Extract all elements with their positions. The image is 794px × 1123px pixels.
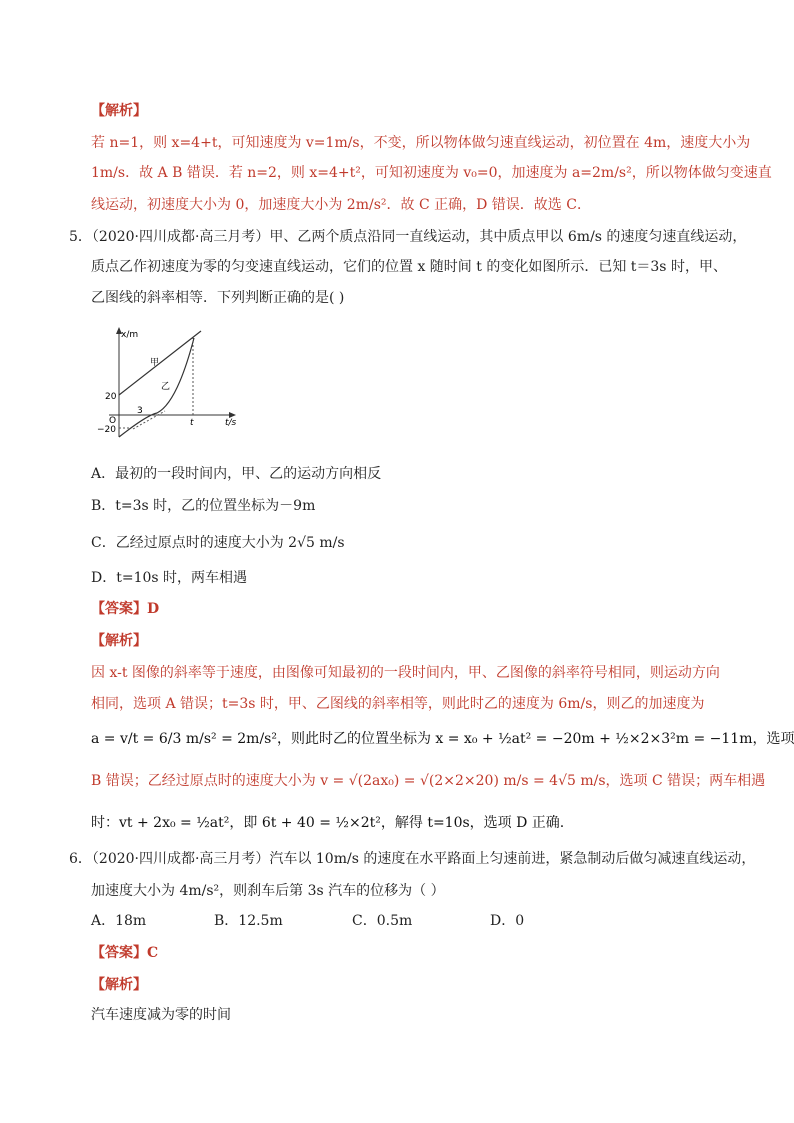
tick-t: t bbox=[190, 418, 194, 428]
q6-option-c: C．0.5m bbox=[352, 913, 413, 929]
q5-option-c: C．乙经过原点时的速度大小为 2√5 m/s bbox=[91, 535, 345, 551]
q5-explanation-line2: 相同，选项 A 错误；t=3s 时，甲、乙图线的斜率相等，则此时乙的速度为 6m/s，则乙的加速度为 bbox=[91, 696, 705, 712]
q5-xt-graph bbox=[95, 325, 245, 450]
tick-origin: O bbox=[109, 416, 117, 426]
q5-explanation-line1: 因 x-t 图像的斜率等于速度，由图像可知最初的一段时间内，甲、乙图像的斜率符号相同，则运动方向 bbox=[91, 665, 720, 681]
q4-analysis-line2: 1m/s．故 A B 错误．若 n=2，则 x=4+t²，可知初速度为 v₀=0，加速度为 a=2m/s²，所以物体做匀变速直 bbox=[91, 165, 772, 181]
x-axis-label: t/s bbox=[225, 418, 237, 428]
q6-option-b: B．12.5m bbox=[214, 913, 283, 929]
q6-option-a: A．18m bbox=[91, 913, 147, 929]
q4-analysis-tag: 【解析】 bbox=[91, 103, 147, 119]
q5-stem-line3: 乙图线的斜率相等．下列判断正确的是( ) bbox=[91, 290, 345, 306]
q5-explanation-line4: B 错误；乙经过原点时的速度大小为 v = √(2ax₀) = √(2×2×20) m/s = 4√5 m/s，选项 C 错误；两车相遇 bbox=[91, 773, 766, 789]
q5-stem-line1: 5．（2020·四川成都·高三月考）甲、乙两个质点沿同一直线运动，其中质点甲以 6m/s 的速度匀速直线运动， bbox=[69, 229, 747, 245]
q5-analysis-tag: 【解析】 bbox=[91, 633, 147, 649]
tick-20: 20 bbox=[105, 392, 117, 402]
q6-stem-line1: 6．（2020·四川成都·高三月考）汽车以 10m/s 的速度在水平路面上匀速前进，紧急制动后做匀减速直线运动， bbox=[69, 851, 756, 867]
q6-stem-line2: 加速度大小为 4m/s²，则刹车后第 3s 汽车的位移为（ ） bbox=[91, 883, 445, 899]
jia-line bbox=[119, 331, 201, 395]
q4-analysis-line1: 若 n=1，则 x=4+t，可知速度为 v=1m/s，不变，所以物体做匀速直线运动，初位置在 4m，速度大小为 bbox=[91, 135, 751, 151]
label-jia: 甲 bbox=[150, 358, 160, 368]
q5-explanation-line3: a = v/t = 6/3 m/s² = 2m/s²，则此时乙的位置坐标为 x = x₀ + ½at² = −20m + ½×2×3²m = −11m，选项 bbox=[91, 731, 794, 747]
y-axis-label: x/m bbox=[121, 330, 139, 340]
tick-3: 3 bbox=[137, 406, 143, 416]
q6-answer: 【答案】C bbox=[91, 945, 159, 961]
q5-option-d: D．t=10s 时，两车相遇 bbox=[91, 570, 248, 586]
q5-option-a: A．最初的一段时间内，甲、乙的运动方向相反 bbox=[91, 466, 382, 482]
q5-option-b: B．t=3s 时，乙的位置坐标为－9m bbox=[91, 498, 316, 514]
tick-minus-20: −20 bbox=[97, 425, 116, 435]
label-yi: 乙 bbox=[161, 382, 171, 392]
q5-answer: 【答案】D bbox=[91, 601, 160, 617]
q6-analysis-tag: 【解析】 bbox=[91, 977, 147, 993]
q6-explanation-line1: 汽车速度减为零的时间 bbox=[91, 1007, 231, 1023]
q4-analysis-line3: 线运动，初速度大小为 0，加速度大小为 2m/s²．故 C 正确，D 错误．故选 C． bbox=[91, 197, 591, 213]
q5-stem-line2: 质点乙作初速度为零的匀变速直线运动，它们的位置 x 随时间 t 的变化如图所示．已知 t＝3s 时，甲、 bbox=[91, 259, 727, 275]
q6-option-d: D．0 bbox=[490, 913, 525, 929]
q5-explanation-line5: 时：vt + 2x₀ = ½at²，即 6t + 40 = ½×2t²，解得 t=10s，选项 D 正确. bbox=[91, 815, 565, 831]
yi-curve bbox=[119, 338, 194, 437]
